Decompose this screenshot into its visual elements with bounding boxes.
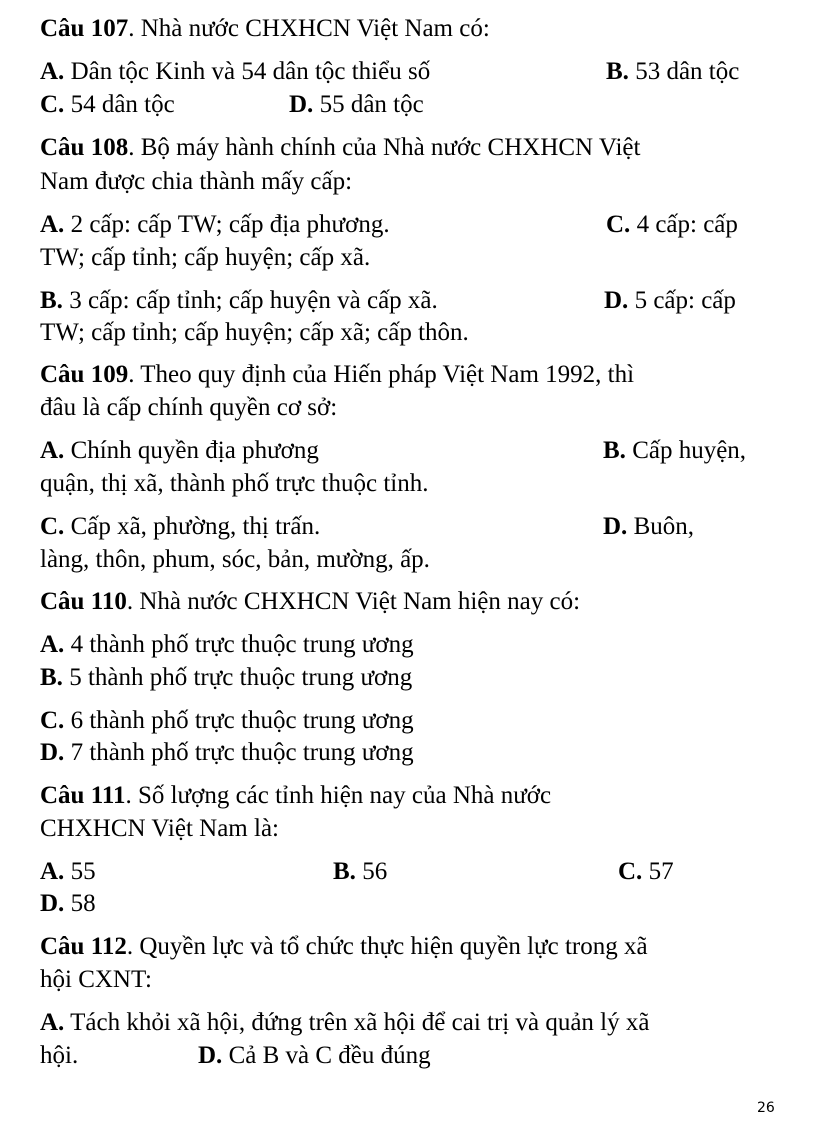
question-108 xyxy=(40,132,785,164)
option-c-text: 54 dân tộc xyxy=(70,91,175,118)
option-a-text: 4 thành phố trực thuộc trung ương xyxy=(70,631,414,658)
q109-text-line2 xyxy=(40,392,785,424)
q108-options-bd xyxy=(40,285,785,317)
q111-text-line2 xyxy=(40,813,785,845)
option-a-label: A. xyxy=(40,437,65,464)
question-text: . Nhà nước CHXHCN Việt Nam có: xyxy=(128,15,490,42)
option-d-label: D. xyxy=(604,287,629,314)
option-c-label: C. xyxy=(40,91,65,118)
q107-option-d xyxy=(289,89,424,121)
option-d-text-line2: TW; cấp tỉnh; cấp huyện; cấp xã; cấp thôn. xyxy=(40,319,469,346)
question-number: Câu 107 xyxy=(40,15,129,42)
option-b-text: 53 dân tộc xyxy=(635,58,740,85)
option-a-text: Dân tộc Kinh và 54 dân tộc thiểu số xyxy=(70,58,431,85)
option-a-text-line2: hội. xyxy=(40,1042,79,1069)
q112-option-d xyxy=(198,1040,431,1072)
option-d-text: 7 thành phố trực thuộc trung ương xyxy=(70,739,414,766)
q108-option-d xyxy=(604,285,736,317)
option-d-text-line1: 5 cấp: cấp xyxy=(634,287,736,314)
question-text-line2: Nam được chia thành mấy cấp: xyxy=(40,168,353,195)
question-number: Câu 112 xyxy=(40,933,127,960)
page-number: 26 xyxy=(757,1100,775,1116)
q110-option-b xyxy=(40,662,785,694)
q110-option-d xyxy=(40,737,785,769)
option-b-label: B. xyxy=(606,58,629,85)
question-number: Câu 110 xyxy=(40,588,127,615)
question-text-line2: hội CXNT: xyxy=(40,966,152,993)
option-d-text: 55 dân tộc xyxy=(319,91,424,118)
option-b-text-line2: quận, thị xã, thành phố trực thuộc tỉnh. xyxy=(40,470,429,497)
option-c-text: 6 thành phố trực thuộc trung ương xyxy=(70,707,414,734)
option-d-text: Cả B và C đều đúng xyxy=(228,1042,431,1069)
q109-option-d-cont xyxy=(40,544,785,576)
question-number: Câu 109 xyxy=(40,361,129,388)
option-a-label: A. xyxy=(40,858,65,885)
q108-option-c xyxy=(606,209,738,241)
option-c-label: C. xyxy=(40,707,65,734)
option-a-text: 2 cấp: cấp TW; cấp địa phương. xyxy=(70,211,390,238)
option-d-label: D. xyxy=(40,739,65,766)
option-a-label: A. xyxy=(40,1009,65,1036)
q107-options-ab xyxy=(40,56,785,88)
option-d-label: D. xyxy=(198,1042,223,1069)
option-d-text: 58 xyxy=(70,890,96,917)
option-b-text: 3 cấp: cấp tỉnh; cấp huyện và cấp xã. xyxy=(69,287,438,314)
q111-option-c xyxy=(618,856,674,888)
q112-option-a-cont xyxy=(40,1040,785,1072)
question-110 xyxy=(40,586,785,618)
option-d-label: D. xyxy=(40,890,65,917)
option-a-label: A. xyxy=(40,58,65,85)
q109-options-cd xyxy=(40,511,785,543)
option-d-text-line1: Buôn, xyxy=(633,513,694,540)
option-b-label: B. xyxy=(333,858,356,885)
question-text-line1: . Theo quy định của Hiến pháp Việt Nam 1992, thì xyxy=(128,361,635,388)
option-d-text-line2: làng, thôn, phum, sóc, bản, mường, ấp. xyxy=(40,546,430,573)
option-c-text: Cấp xã, phường, thị trấn. xyxy=(70,513,321,540)
question-number: Câu 111 xyxy=(40,782,126,809)
option-c-label: C. xyxy=(606,211,631,238)
option-c-text-line1: 4 cấp: cấp xyxy=(636,211,738,238)
q110-option-a xyxy=(40,629,785,661)
option-b-label: B. xyxy=(40,664,63,691)
q108-options-ac xyxy=(40,209,785,241)
option-a-label: A. xyxy=(40,631,65,658)
option-a-text: Chính quyền địa phương xyxy=(70,437,319,464)
q108-text-line2 xyxy=(40,166,785,198)
question-107 xyxy=(40,13,785,45)
q108-option-c-cont xyxy=(40,242,785,274)
option-c-label: C. xyxy=(618,858,643,885)
option-a-text-line1: Tách khỏi xã hội, đứng trên xã hội để cai trị và quản lý xã xyxy=(70,1009,650,1036)
q111-options-abc xyxy=(40,856,785,888)
q107-options-cd xyxy=(40,89,785,121)
question-text: . Nhà nước CHXHCN Việt Nam hiện nay có: xyxy=(126,588,581,615)
q111-option-d xyxy=(40,888,785,920)
q108-option-d-cont xyxy=(40,317,785,349)
q109-options-ab xyxy=(40,435,785,467)
q110-option-c xyxy=(40,705,785,737)
question-text-line1: . Quyền lực và tổ chức thực hiện quyền lực trong xã xyxy=(126,933,648,960)
option-a-label: A. xyxy=(40,211,65,238)
question-number: Câu 108 xyxy=(40,134,129,161)
question-109 xyxy=(40,359,785,391)
option-c-text-line2: TW; cấp tỉnh; cấp huyện; cấp xã. xyxy=(40,244,371,271)
question-text-line2: đâu là cấp chính quyền cơ sở: xyxy=(40,394,338,421)
question-text-line1: . Số lượng các tỉnh hiện nay của Nhà nước xyxy=(125,782,552,809)
question-111 xyxy=(40,780,785,812)
option-b-label: B. xyxy=(603,437,626,464)
option-b-text: 5 thành phố trực thuộc trung ương xyxy=(69,664,413,691)
option-b-text: 56 xyxy=(362,858,388,885)
q112-option-a xyxy=(40,1007,785,1039)
option-a-text: 55 xyxy=(70,858,96,885)
q109-option-b xyxy=(603,435,746,467)
q109-option-b-cont xyxy=(40,468,785,500)
option-b-label: B. xyxy=(40,287,63,314)
q111-option-b xyxy=(333,856,387,888)
option-b-text-line1: Cấp huyện, xyxy=(632,437,747,464)
question-text-line1: . Bộ máy hành chính của Nhà nước CHXHCN Việt xyxy=(128,134,641,161)
option-c-label: C. xyxy=(40,513,65,540)
question-112 xyxy=(40,931,785,963)
question-text-line2: CHXHCN Việt Nam là: xyxy=(40,815,279,842)
option-d-label: D. xyxy=(603,513,628,540)
option-c-text: 57 xyxy=(648,858,674,885)
q112-text-line2 xyxy=(40,964,785,996)
q109-option-d xyxy=(603,511,694,543)
q107-option-b xyxy=(606,56,739,88)
option-d-label: D. xyxy=(289,91,314,118)
